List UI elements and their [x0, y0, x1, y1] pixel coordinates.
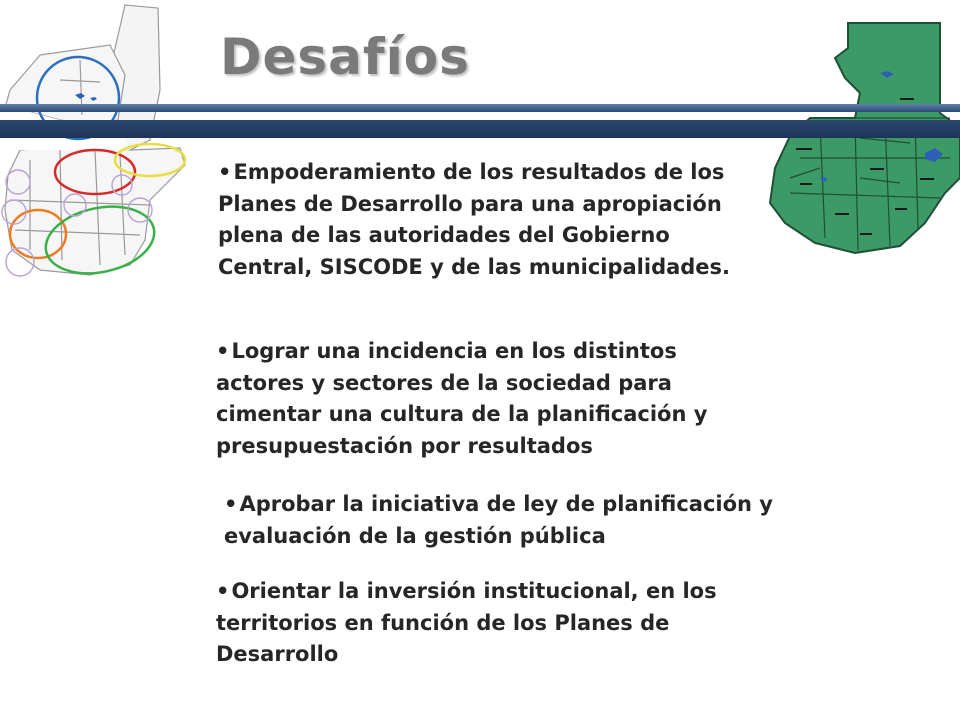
- guatemala-departments-map: [760, 18, 960, 258]
- slide-title: Desafíos: [220, 28, 470, 86]
- bullet-text: Empoderamiento de los resultados de los Planes de Desarrollo para una apropiación plena de las autoridades del Gobierno Central, SISCODE y de las municipalidades.: [218, 160, 731, 279]
- bullet-text: Aprobar la iniciativa de ley de planificación y evaluación de la gestión pública: [224, 492, 773, 548]
- bullet-marker: •: [216, 579, 230, 603]
- bullet-item-4: [216, 576, 756, 671]
- bullet-text: Orientar la inversión institucional, en los territorios en función de los Planes de Desarrollo: [216, 579, 717, 666]
- bullet-item-3: [224, 489, 784, 552]
- guatemala-regions-map: [0, 0, 200, 290]
- title-accent-band: [0, 120, 960, 138]
- title-underline-bar: [0, 104, 960, 112]
- bullet-marker: •: [218, 160, 232, 184]
- bullet-item-1: [218, 157, 763, 283]
- bullet-text: Lograr una incidencia en los distintos actores y sectores de la sociedad para cimentar una cultura de la planificación y presupuestación por resultados: [216, 339, 708, 458]
- bullet-item-2: [216, 336, 751, 462]
- bullet-marker: •: [224, 492, 238, 516]
- bullet-marker: •: [216, 339, 230, 363]
